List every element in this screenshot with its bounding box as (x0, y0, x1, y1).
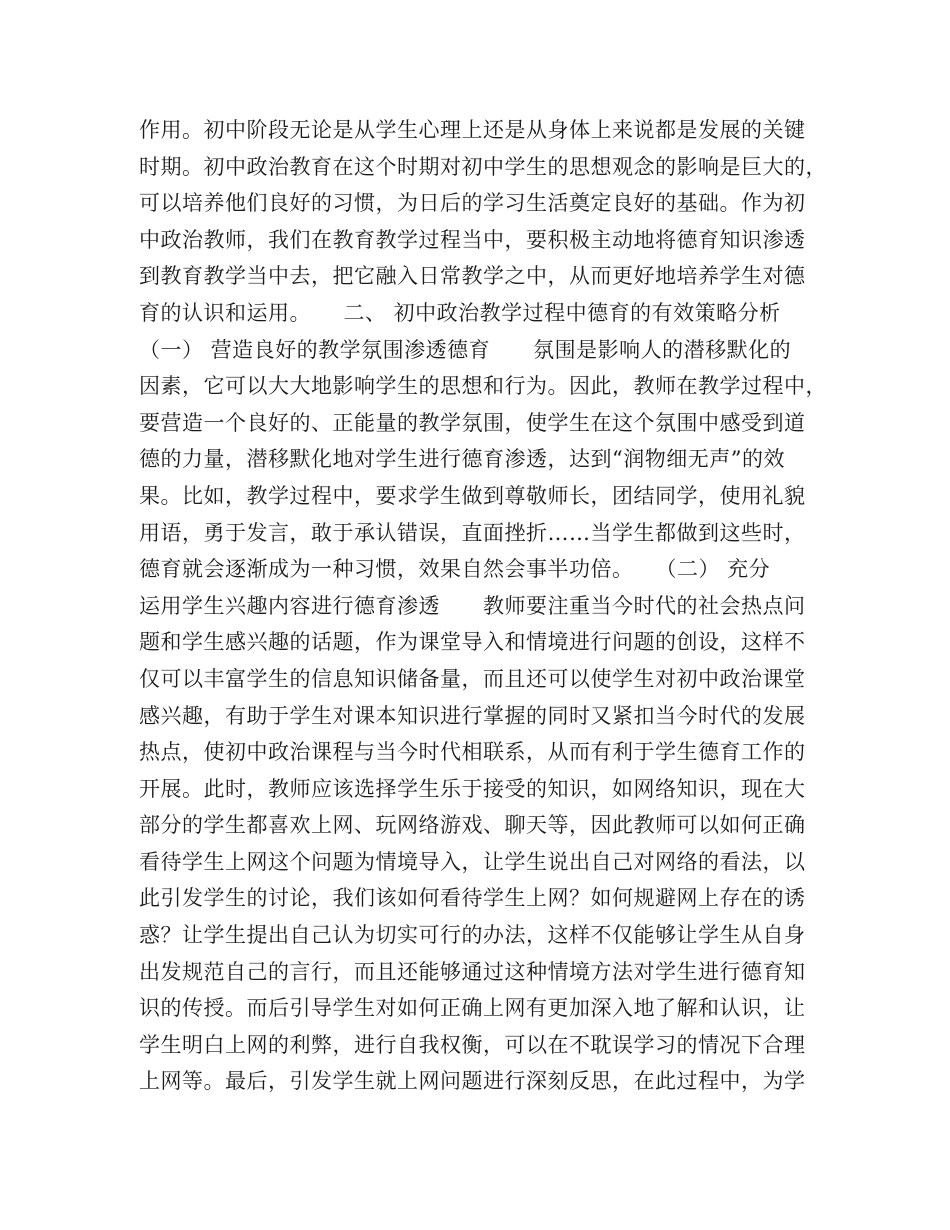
text-line: 要营造一个良好的、正能量的教学氛围，使学生在这个氛围中感受到道 (139, 410, 806, 435)
text-line: 部分的学生都喜欢上网、玩网络游戏、聊天等，因此教师可以如何正确 (139, 813, 806, 838)
text-line: 开展。此时，教师应该选择学生乐于接受的知识，如网络知识，现在大 (139, 776, 806, 801)
text-line: 育的认识和运用。 二、 初中政治教学过程中德育的有效策略分析 (139, 300, 781, 325)
text-line: 题和学生感兴趣的话题，作为课堂导入和情境进行问题的创设，这样不 (139, 630, 806, 655)
body-text (139, 112, 827, 1100)
text-line: 出发规范自己的言行，而且还能够通过这种情境方法对学生进行德育知 (139, 959, 806, 984)
text-line: 识的传授。而后引导学生对如何正确上网有更加深入地了解和认识，让 (139, 996, 806, 1021)
text-line: 上网等。最后，引发学生就上网问题进行深刻反思，在此过程中，为学 (139, 1069, 806, 1094)
text-line: 因素，它可以大大地影响学生的思想和行为。因此，教师在教学过程中， (139, 374, 827, 399)
text-line: 惑？让学生提出自己认为切实可行的办法，这样不仅能够让学生从自身 (139, 923, 806, 948)
text-line: 到教育教学当中去，把它融入日常教学之中，从而更好地培养学生对德 (139, 264, 806, 289)
text-line: 德育就会逐渐成为一种习惯，效果自然会事半功倍。 （二） 充分 (139, 557, 771, 582)
text-line: 用语，勇于发言，敢于承认错误，直面挫折……当学生都做到这些时， (139, 520, 806, 545)
text-line: （一） 营造良好的教学氛围渗透德育 氛围是影响人的潜移默化的 (139, 337, 792, 362)
text-line: 学生明白上网的利弊，进行自我权衡，可以在不耽误学习的情况下合理 (139, 1032, 806, 1057)
text-line: 可以培养他们良好的习惯，为日后的学习生活奠定良好的基础。作为初 (139, 191, 806, 216)
text-line: 仅可以丰富学生的信息知识储备量，而且还可以使学生对初中政治课堂 (139, 666, 806, 691)
text-line: 果。比如，教学过程中，要求学生做到尊敬师长，团结同学，使用礼貌 (139, 483, 806, 508)
text-line: 看待学生上网这个问题为情境导入，让学生说出自己对网络的看法，以 (139, 849, 806, 874)
text-line: 作用。初中阶段无论是从学生心理上还是从身体上来说都是发展的关键 (139, 118, 806, 142)
text-line: 中政治教师，我们在教育教学过程当中，要积极主动地将德育知识渗透 (139, 227, 806, 252)
text-line: 感兴趣，有助于学生对课本知识进行掌握的同时又紧扣当今时代的发展 (139, 703, 806, 728)
text-line: 运用学生兴趣内容进行德育渗透 教师要注重当今时代的社会热点问 (139, 593, 806, 618)
text-line: 此引发学生的讨论，我们该如何看待学生上网？如何规避网上存在的诱 (139, 886, 806, 911)
text-line: 热点，使初中政治课程与当今时代相联系，从而有利于学生德育工作的 (139, 740, 806, 765)
text-line: 德的力量，潜移默化地对学生进行德育渗透，达到“润物细无声”的效 (139, 447, 785, 472)
text-line: 时期。初中政治教育在这个时期对初中学生的思想观念的影响是巨大的， (139, 154, 827, 179)
